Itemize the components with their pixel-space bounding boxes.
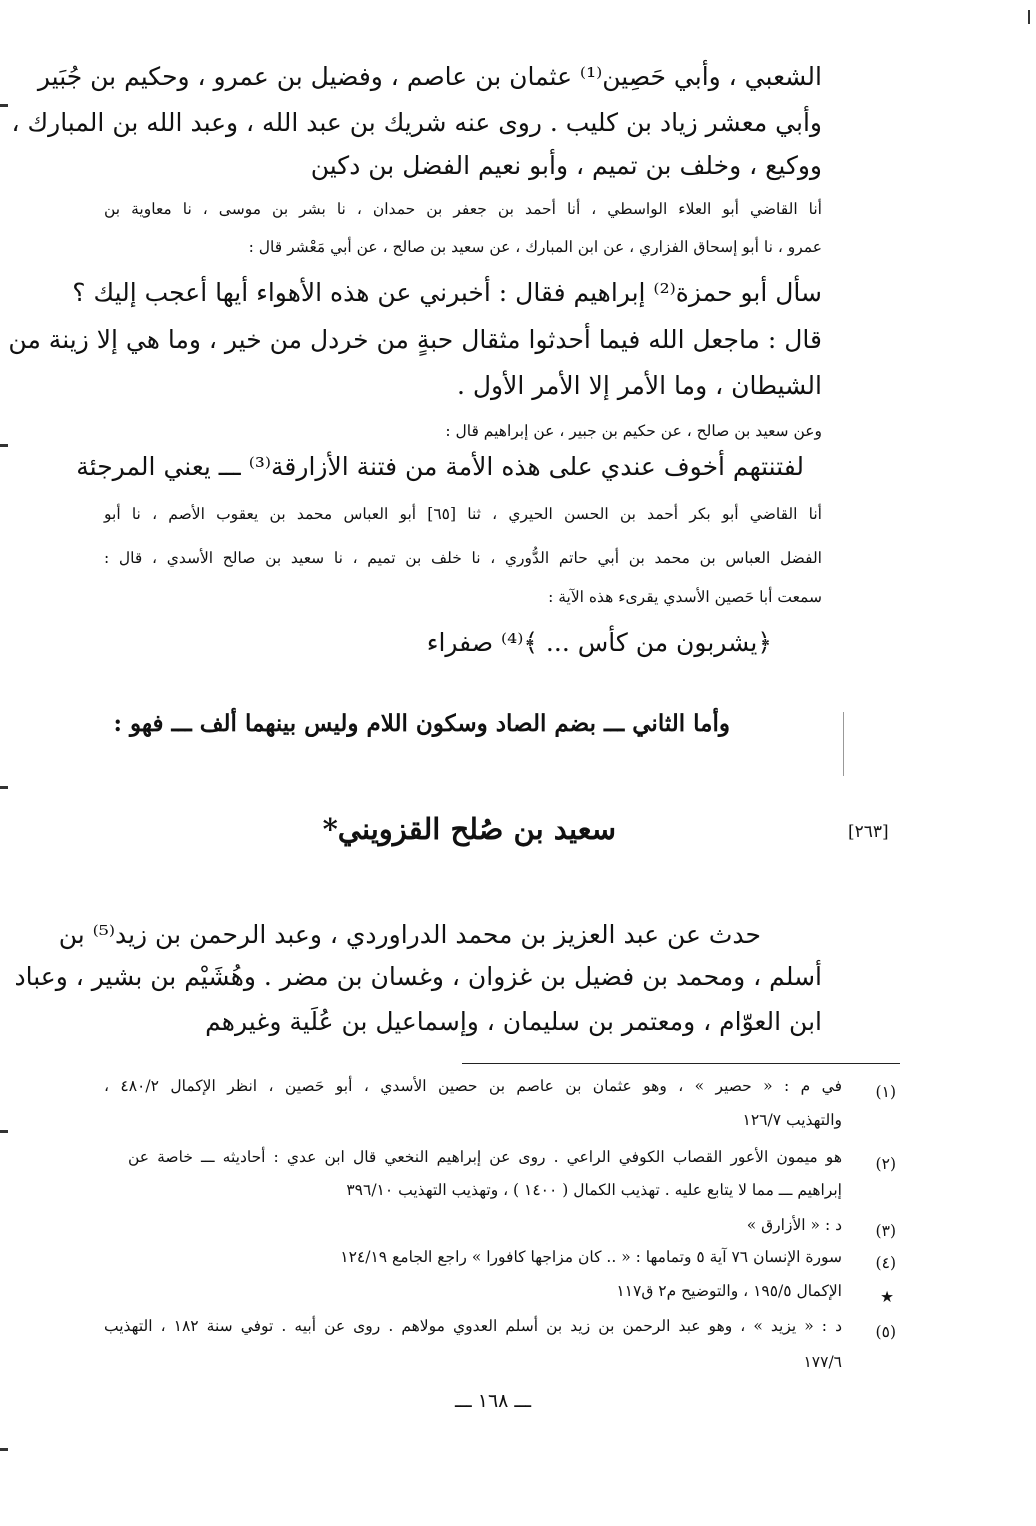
body-line: الشعبي ، وأبي حَصِين⁽¹⁾ عثمان بن عاصم ، وفضيل بن عمرو ، وحكيم بن جُبَير xyxy=(37,62,822,91)
footnote-line: هو ميمون الأعور القصاب الكوفي الراعي . روى عن إبراهيم النخعي قال ابن عدي : أحاديثه ـــ خاصة عن xyxy=(128,1148,842,1166)
footnote-line: إبراهيم ـــ مما لا يتابع عليه . تهذيب الكمال ( ١٤٠٠ ) ، وتهذيب التهذيب ٣٩٦/١٠ xyxy=(346,1181,842,1199)
footnote-number: (٤) xyxy=(875,1254,896,1272)
body-line: ابن العوّام ، ومعتمر بن سليمان ، وإسماعيل بن عُلَية وغيرهم xyxy=(205,1007,822,1036)
body-line: ووكيع ، وخلف بن تميم ، وأبو نعيم الفضل بن دكين xyxy=(310,151,822,180)
footnote-line: د : « يزيد » ، وهو عبد الرحمن بن زيد بن أسلم العدوي مولاهم . روى عن أبيه . توفي سنة ١٨٢ ، التهذيب xyxy=(104,1317,842,1335)
footnote-line: ١٧٧/٦ xyxy=(803,1353,842,1371)
footnote-number: (٣) xyxy=(875,1222,896,1240)
footnote-line: سورة الإنسان ٧٦ آية ٥ وتمامها : « .. كان مزاجها كافورا » راجع الجامع ١٢٤/١٩ xyxy=(340,1248,842,1266)
entry-title: سعيد بن صُلح القزويني* xyxy=(322,812,616,846)
footnote-number: (٢) xyxy=(875,1155,896,1173)
body-line: أسلم ، ومحمد بن فضيل بن غزوان ، وغسان بن مضر . وهُشَيْم بن بشير ، وعباد xyxy=(14,962,822,991)
margin-mark xyxy=(0,104,8,107)
margin-mark xyxy=(0,1130,8,1133)
footnote-star: ★ xyxy=(880,1288,894,1306)
page-number: ـــ ١٦٨ ـــ xyxy=(455,1390,532,1412)
isnad-line: أنا القاضي أبو بكر أحمد بن الحسن الحيري ، ثنا [٦٥] أبو العباس محمد بن يعقوب الأصم ، نا أبو xyxy=(104,505,822,523)
margin-mark xyxy=(0,1448,8,1451)
body-line: الشيطان ، وما الأمر إلا الأمر الأول . xyxy=(456,371,822,400)
margin-mark xyxy=(0,444,8,447)
footnote-number: (١) xyxy=(875,1083,896,1101)
section-heading: وأما الثاني ـــ بضم الصاد وسكون اللام وليس بينهما ألف ـــ فهو : xyxy=(113,710,730,737)
footnote-separator xyxy=(462,1063,900,1064)
isnad-line: سمعت أبا حَصين الأسدي يقرىء هذه الآية : xyxy=(548,588,822,606)
body-line: قال : ماجعل الله فيما أحدثوا مثقال حبةٍ من خردل من خير ، وما هي إلا زينة من xyxy=(8,325,822,354)
footnote-line: الإكمال ١٩٥/٥ ، والتوضيح م٢ ق١١٧ xyxy=(616,1282,842,1300)
body-line: حدث عن عبد العزيز بن محمد الدراوردي ، وعبد الرحمن بن زيد⁽⁵⁾ بن xyxy=(58,920,761,949)
scan-line xyxy=(843,712,844,776)
body-line: لفتنتهم أخوف عندي على هذه الأمة من فتنة الأزارقة⁽³⁾ ـــ يعني المرجئة xyxy=(76,452,804,481)
margin-mark xyxy=(0,786,8,789)
isnad-line: الفضل العباس بن محمد بن أبي حاتم الدُّوري ، نا خلف بن تميم ، نا سعيد بن صالح الأسدي ، قال : xyxy=(104,549,822,567)
isnad-line: أنا القاضي أبو العلاء الواسطي ، أنا أحمد بن جعفر بن حمدان ، نا بشر بن موسى ، نا معاوية بن xyxy=(104,200,822,218)
isnad-line: وعن سعيد بن صالح ، عن حكيم بن جبير ، عن إبراهيم قال : xyxy=(445,422,822,440)
footnote-number: (٥) xyxy=(875,1323,896,1341)
footnote-line: والتهذيب ١٢٦/٧ xyxy=(742,1111,842,1129)
entry-number: [٢٦٣] xyxy=(848,822,889,842)
body-line: وأبي معشر زياد بن كليب . روى عنه شريك بن عبد الله ، وعبد الله بن المبارك ، xyxy=(11,108,822,137)
footnote-line: في م : « حصير » ، وهو عثمان بن عاصم بن حصين الأسدي ، أبو حَصين ، انظر الإكمال ٤٨٠/٢ ، xyxy=(104,1077,842,1095)
margin-mark xyxy=(1028,10,1030,24)
footnote-line: د : « الأزارق » xyxy=(746,1216,842,1234)
body-line: سأل أبو حمزة⁽²⁾ إبراهيم فقال : أخبرني عن هذه الأهواء أيها أعجب إليك ؟ xyxy=(72,278,822,307)
quran-verse: ﴿يشربون من كأس ... ﴾⁽⁴⁾ صفراء xyxy=(426,628,772,657)
isnad-line: عمرو ، نا أبو إسحاق الفزاري ، عن ابن المبارك ، عن سعيد بن صالح ، عن أبي مَعْشر قال : xyxy=(248,238,822,256)
